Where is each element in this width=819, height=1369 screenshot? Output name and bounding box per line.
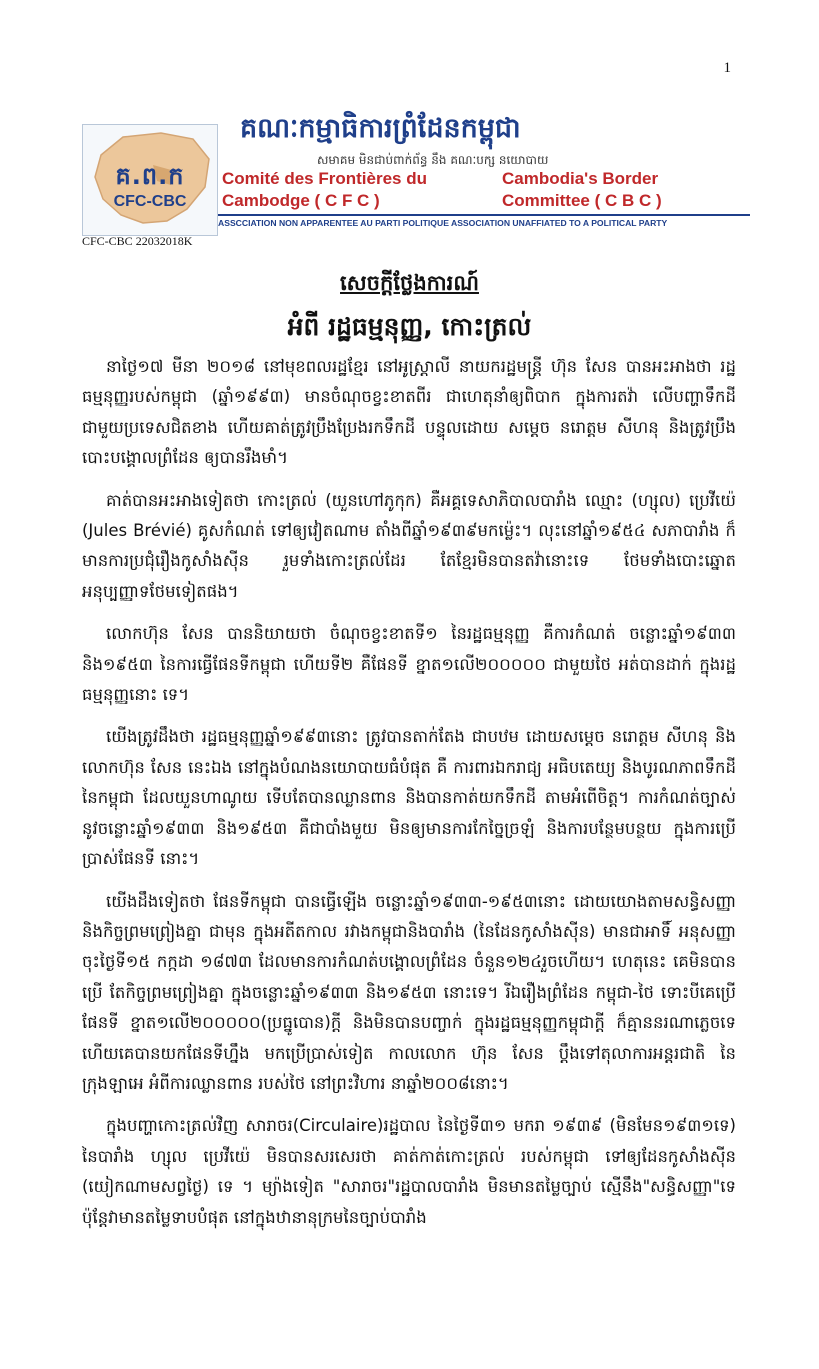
organization-subtitle-khmer: សមាគម មិនជាប់ពាក់ព័ន្ធ នឹង គណៈបក្ស នយោបាយ	[317, 153, 549, 167]
organization-logo	[82, 124, 218, 236]
document-title: សេចក្តីថ្លែងការណ៍	[340, 271, 479, 295]
paragraph: យើងត្រូវដឹងថា រដ្ឋធម្មនុញ្ញឆ្នាំ១៩៩៣នោះ ត្រូវបានតាក់តែង ជាបឋម ដោយសម្តេច នរោត្តម សីហនុ និងលោកហ៊ុន សែន នេះឯង នៅក្នុងបំណងនយោបាយធំបំផុត គឺ ការពារឯករាជ្យ អធិបតេយ្យ និងបូរណភាពទឹកដី នៃកម្ពុជា ដែលយួនហាណូយ ទើបតែបានឈ្លានពាន និងបានកាត់យកទឹកដី តាមអំពើចិត្ត។ ការកំណត់ច្បាស់ នូវចន្លោះឆ្នាំ១៩៣៣ និង១៩៥៣ គឺជាបាំងមួយ មិនឲ្យមានការកែច្នៃច្រឡំ និងការបន្ថែមបន្ថយ ក្នុងការប្រើប្រាស់ផែនទី នោះ។	[82, 727, 736, 869]
paragraph: លោកហ៊ុន សែន បាននិយាយថា ចំណុចខ្វះខាតទី១ នៃរដ្ឋធម្មនុញ្ញ គឺការកំណត់ ចន្លោះឆ្នាំ១៩៣៣ និង១៩៥៣ នៃការធ្វើផែនទីកម្ពុជា ហើយទី២ គឺផែនទី ខ្នាត១លើ២០០០០០ ជាមួយថៃ អត់បានដាក់ ក្នុងរដ្ឋធម្មនុញ្ញនោះ ទេ។	[82, 624, 736, 705]
logo-abbreviation: CFC-CBC	[113, 193, 187, 210]
organization-tagline: ASSCCIATION NON APPARENTEE AU PARTI POLITIQUE ASSOCIATION UNAFFIATED TO A POLITICAL PARTY	[218, 218, 668, 228]
document-subtitle: អំពី រដ្ឋធម្មនុញ្ញ, កោះត្រល់	[287, 312, 532, 341]
document-body	[82, 352, 736, 1245]
organization-name-khmer: គណៈកម្មាធិការព្រំដែនកម្ពុជា	[240, 113, 521, 144]
page-number: 1	[723, 60, 731, 76]
organization-name-french: Comité des Frontières du Cambodge ( C F C )	[222, 169, 427, 210]
organization-name-english: Cambodia's Border Committee ( C B C )	[502, 169, 662, 210]
paragraph: គាត់បានអះអាងទៀតថា កោះត្រល់ (យួនហៅភូកុក) គឺអគ្គទេសាភិបាលបារាំង ឈ្មោះ (ហ្សុល) ប្រេវីយ៉េ (Jules Brévié) គូសកំណត់ ទៅឲ្យវៀតណាម តាំងពីឆ្នាំ១៩៣៩មកម្ល៉េះ។ លុះនៅឆ្នាំ១៩៥៤ សភាបារាំង ក៏មានការប្រជុំរឿងកូសាំងស៊ីន រួមទាំងកោះត្រល់ដែរ តែខ្មែរមិនបានតវ៉ានោះទេ ថែមទាំងបោះឆ្នោតអនុប្បញ្ញាទថែមទៀតផង។	[82, 490, 736, 601]
header-divider	[218, 214, 750, 216]
letterhead	[82, 112, 732, 232]
logo-khmer-text: គ.ព.ក	[115, 162, 185, 190]
paragraph: យើងដឹងទៀតថា ផែនទីកម្ពុជា បានធ្វើឡើង ចន្លោះឆ្នាំ១៩៣៣-១៩៥៣នោះ ដោយយោងតាមសន្ធិសញ្ញានិងកិច្ចព្រមព្រៀងគ្នា ជាមុន ក្នុងអតីតកាល រវាងកម្ពុជានិងបារាំង (នៃដែនកូសាំងស៊ីន) មានជាអាទិ៍ អនុសញ្ញាចុះថ្ងៃទី១៥ កក្កដា ១៨៧៣ ដែលមានការកំណត់បង្គោលព្រំដែន ចំនួន១២៤រួចហើយ។ ហេតុនេះ គេមិនបានប្រើ តែកិច្ចព្រមព្រៀងគ្នា ក្នុងចន្លោះឆ្នាំ១៩៣៣ និង១៩៥៣ នោះទេ។ រីឯរឿងព្រំដែន កម្ពុជា-ថៃ ទោះបីគេប្រើផែនទី ខ្នាត១លើ២០០០០០(ប្រធ្នូបោន)ក្តី និងមិនបានបញ្ចាក់ ក្នុងរដ្ឋធម្មនុញ្ញកម្ពុជាក្តី ក៏គ្មាននរណាភ្លេចទេ ហើយគេបានយកផែនទីហ្នឹង មកប្រើប្រាស់ទៀត កាលលោក ហ៊ុន សែន ប្តឹងទៅតុលាការអន្តរជាតិ នៃក្រុងឡាអេ អំពីការឈ្លានពាន របស់ថៃ នៅព្រះវិហារ នាឆ្នាំ២០០៨នោះ។	[82, 891, 736, 1093]
paragraph: នាថ្ងៃ១៧ មីនា ២០១៨ នៅមុខពលរដ្ឋខ្មែរ នៅអូស្ត្រាលី នាយករដ្ឋមន្ត្រី ហ៊ុន សែន បានអះអាងថា រដ្ឋធម្មនុញ្ញរបស់កម្ពុជា (ឆ្នាំ១៩៩៣) មានចំណុចខ្វះខាតពីរ ជាហេតុនាំឲ្យពិបាក ក្នុងការតវ៉ា លើបញ្ហាទឹកដី ជាមួយប្រទេសជិតខាង ហើយគាត់ត្រូវប្រឹងប្រែងរកទឹកដី បន្ទុលដោយ សម្តេច នរោត្តម សីហនុ និងត្រូវប្រឹងបោះបង្គោលព្រំដែន ឲ្យបានរឹងមាំ។	[82, 357, 736, 468]
document-reference: CFC-CBC 22032018K	[82, 234, 193, 248]
paragraph: ក្នុងបញ្ហាកោះត្រល់វិញ សារាចរ(Circulaire)រដ្ឋបាល នៃថ្ងៃទី៣១ មករា ១៩៣៩ (មិនមែន១៩៣១ទេ) នៃបារាំង ហ្សុល ប្រេវីយ៉េ មិនបានសរសេរថា គាត់កាត់កោះត្រល់ របស់កម្ពុជា ទៅឲ្យដែនកូសាំងស៊ីន (យៀកណាមសព្វថ្ងៃ) ទេ ។ ម្យ៉ាងទៀត "សារាចរ"រដ្ឋបាលបារាំង មិនមានតម្លៃច្បាប់ ស្មើនឹង"សន្ធិសញ្ញា"ទេ ប៉ុន្តែវាមានតម្លៃទាបបំផុត នៅក្នុងឋានានុក្រមនៃច្បាប់បារាំង	[82, 1116, 736, 1227]
